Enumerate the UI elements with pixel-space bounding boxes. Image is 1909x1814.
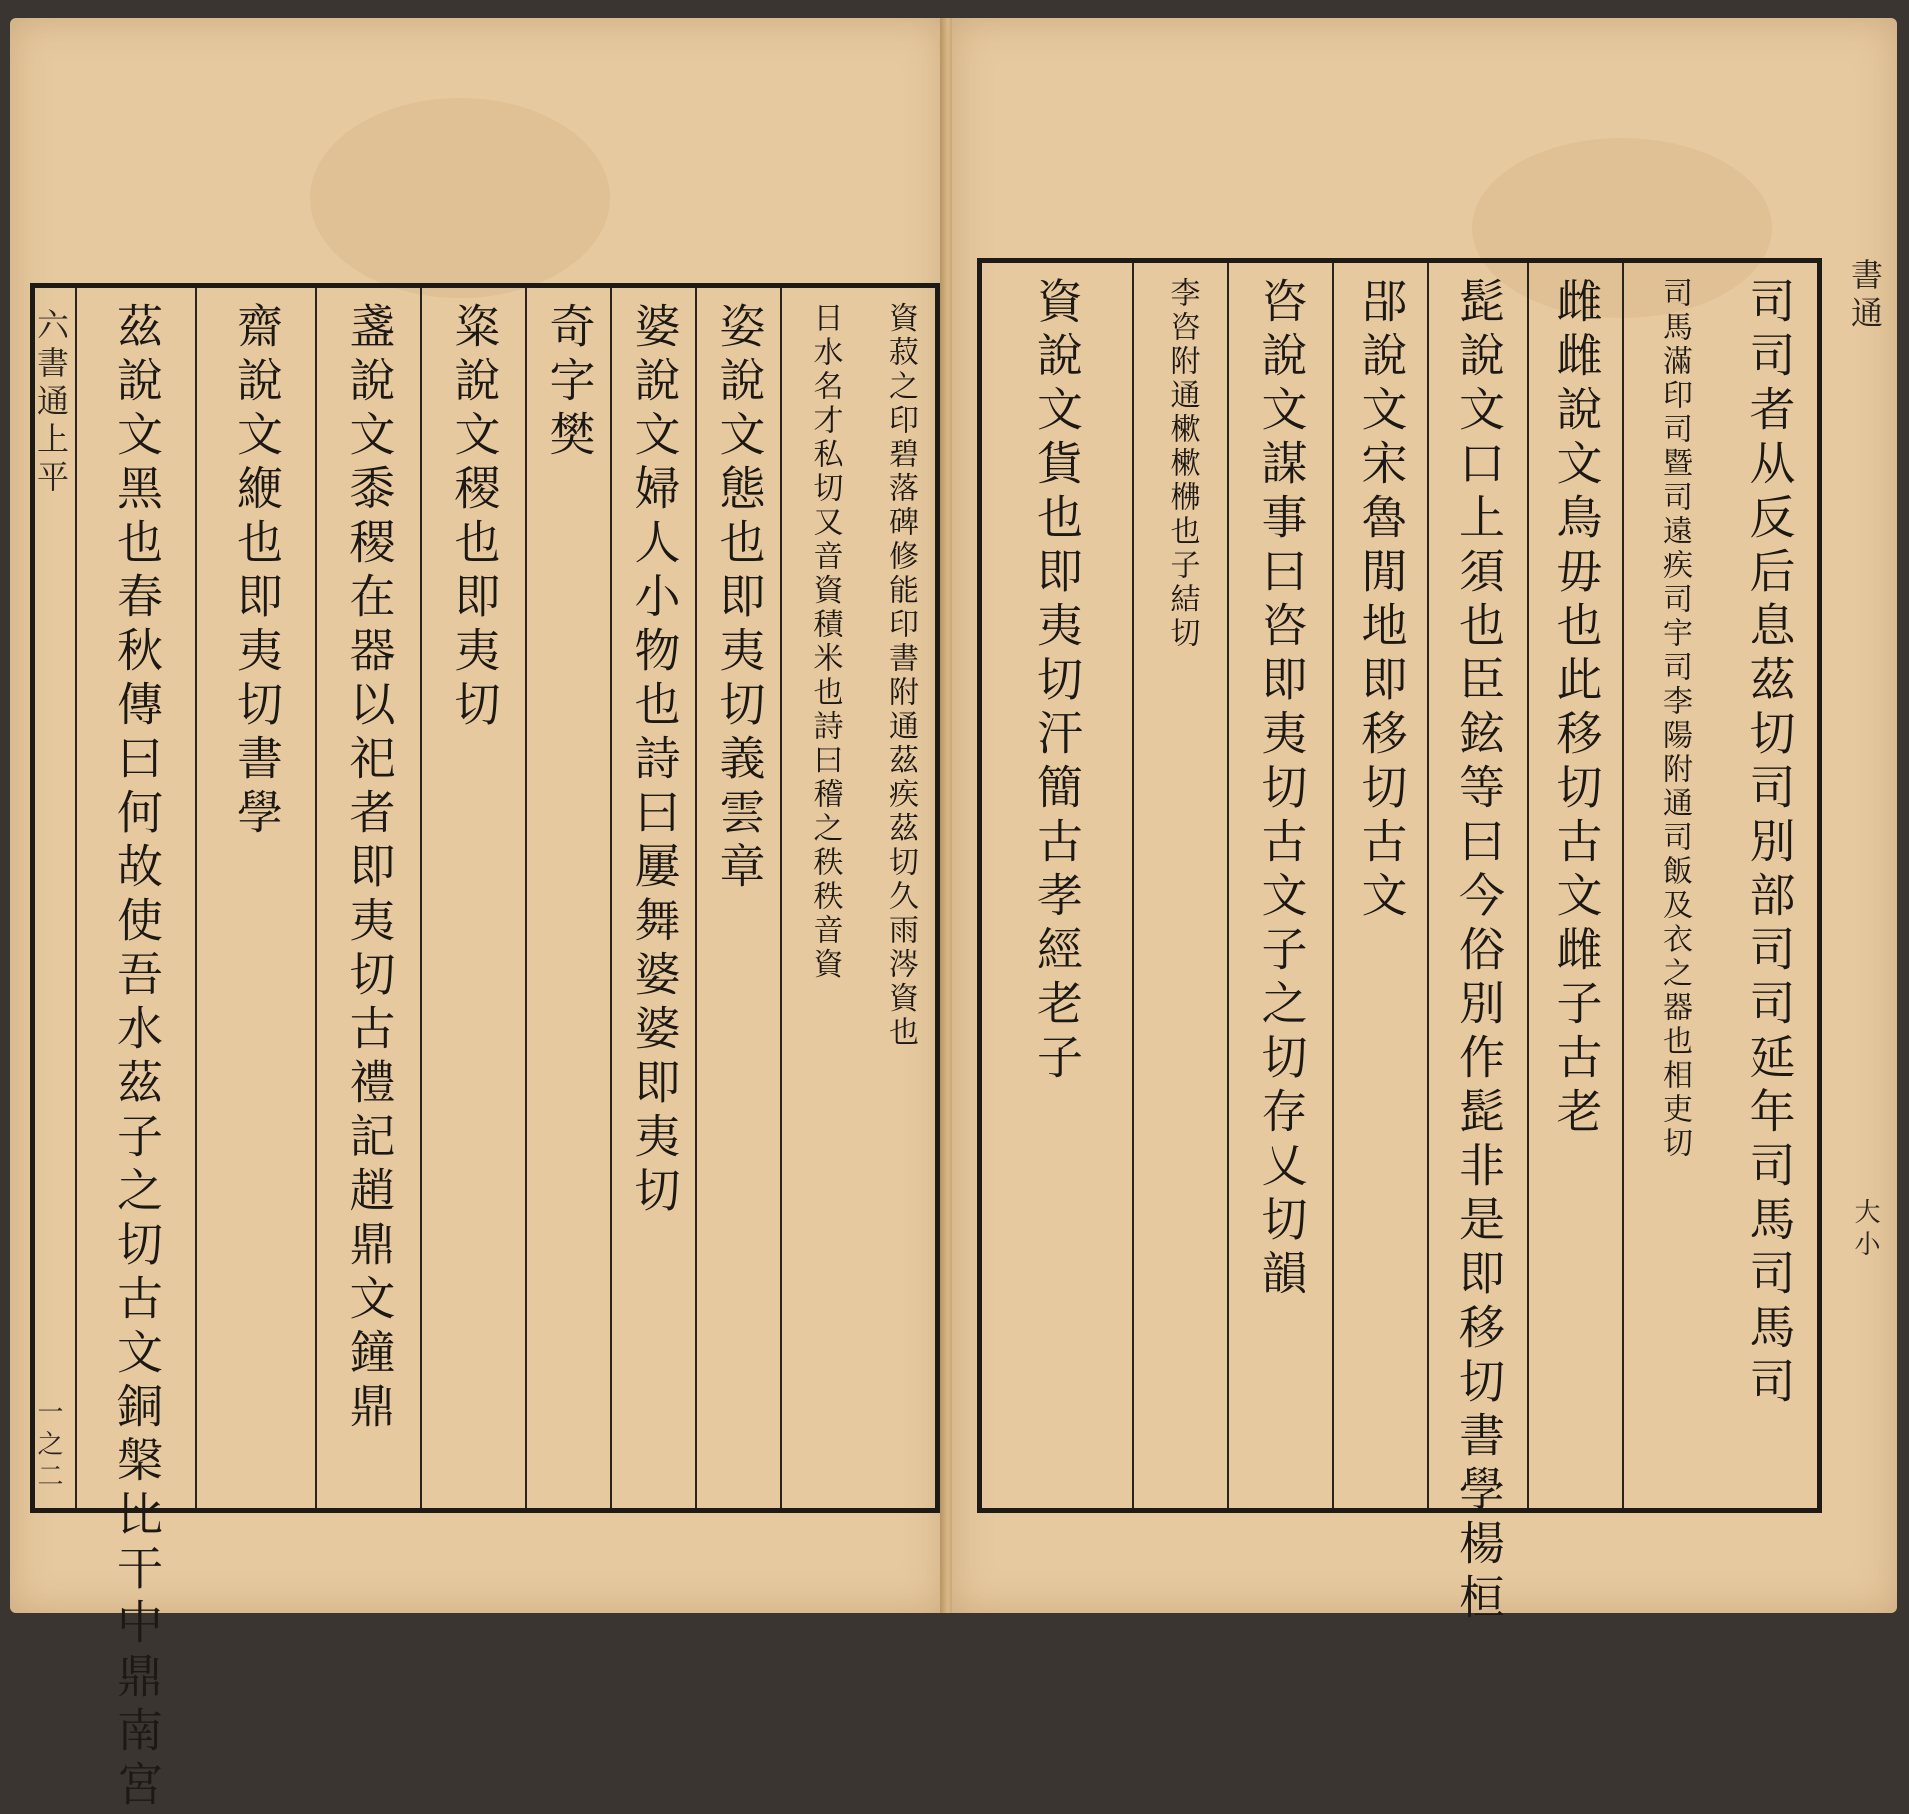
left-column-3 [695,288,782,1508]
right-column-7 [1132,263,1229,1508]
left-column-6 [420,288,527,1508]
left-column-5-text: 奇字樊 [542,302,597,464]
right-column-5-text: 郘說文宋魯閒地即移切古文 [1354,277,1409,925]
right-column-4-text: 髭說文口上須也臣鉉等曰今俗別作髭非是即移切書學楊桓 [1452,277,1506,1627]
paper-stain [310,98,610,298]
left-column-8-text: 齋說文緶也即夷切書學 [230,302,284,842]
right-column-8-text: 資說文貨也即夷切汗簡古孝經老子 [1030,277,1084,1087]
right-column-2 [1622,263,1724,1508]
left-page [10,18,945,1814]
right-column-4 [1427,263,1529,1627]
left-column-4-text: 婆說文婦人小物也詩曰屢舞婆婆即夷切 [627,302,682,1220]
left-column-6-text: 粢說文稷也即夷切 [447,302,502,734]
left-column-8 [195,288,317,1508]
left-column-7-text: 盞說文黍稷在器以祀者即夷切古禮記趙鼎文鐘鼎 [342,302,397,1436]
left-column-2-text: 日水名才私切又音資積米也詩曰稽之秩秩音資 [807,302,843,982]
left-column-9 [75,288,197,1814]
right-column-5 [1332,263,1429,1508]
right-frame [977,258,1822,1627]
right-margin-title: 書通 [1846,258,1884,334]
left-margin-title: 六書通上平 [32,308,70,498]
left-column-1-text: 資菽之印碧落碑修能印書附通茲疾茲切久雨涔資也 [883,302,918,1050]
right-column-2-text: 司馬滿印司暨司遠疾司宇司李陽附通司飯及衣之器也相吏切 [1657,277,1692,1161]
right-column-1-text: 司司者从反后息茲切司別部司司延年司馬司馬司 [1742,277,1797,1411]
right-column-3-text: 雌雌說文鳥毋也此移切古文雌子古老 [1549,277,1604,1141]
left-page-number: 一之二 [33,1398,63,1494]
right-margin-size: 大小 [1850,1198,1880,1262]
right-column-8 [982,263,1132,1508]
right-page [952,18,1897,1627]
right-column-3 [1527,263,1624,1508]
right-column-6-text: 咨說文謀事曰咨即夷切古文子之切存乂切韻 [1254,277,1309,1303]
left-column-9-text: 茲說文黑也春秋傳曰何故使吾水茲子之切古文銅槃比干中鼎南宮 [110,302,164,1814]
left-column-2 [780,288,867,1508]
left-column-4 [610,288,697,1508]
left-column-3-text: 姿說文態也即夷切義雲章 [712,302,767,896]
right-column-6 [1227,263,1334,1508]
left-column-7 [315,288,422,1508]
left-column-5 [525,288,612,1508]
left-column-1 [865,288,935,1508]
right-column-7-text: 李咨附通樕樕梻也子結切 [1164,277,1200,651]
right-column-1 [1722,263,1817,1508]
left-frame [30,283,940,1814]
